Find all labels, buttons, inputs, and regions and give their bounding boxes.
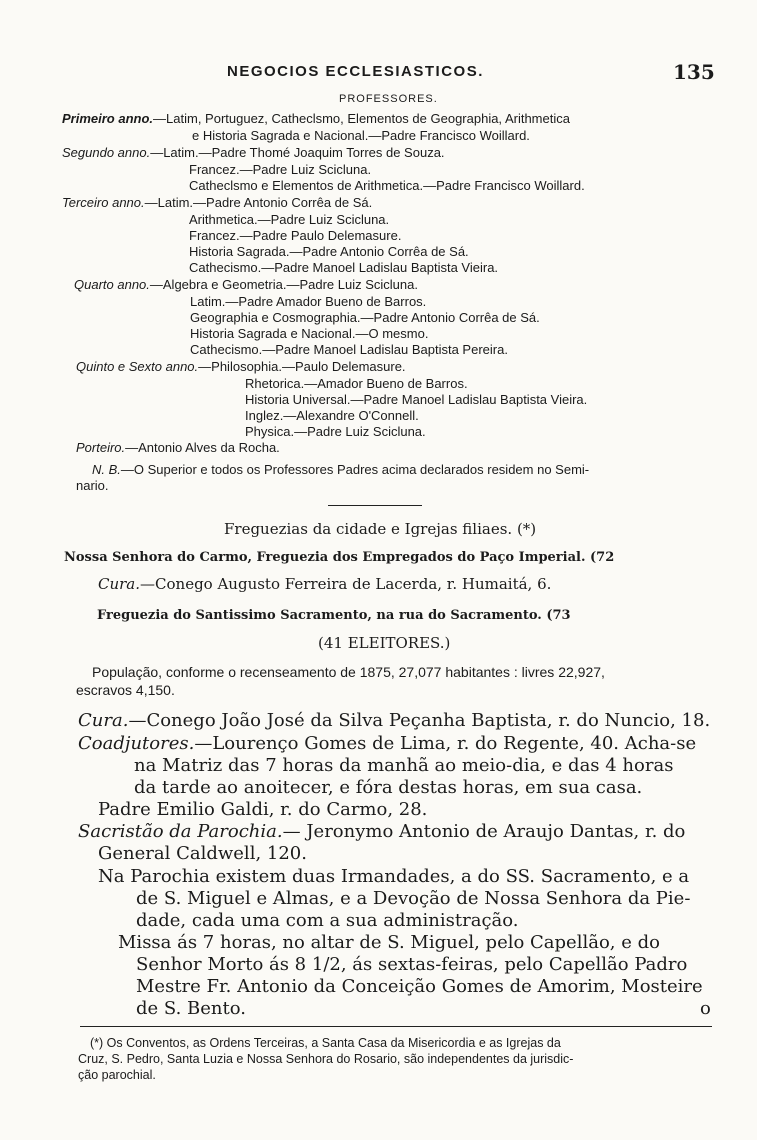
missa-line-1: Missa ás 7 horas, no altar de S. Miguel, pelo Capellão, e do: [118, 932, 660, 953]
running-header: NEGOCIOS ECCLESIASTICOS.: [227, 63, 484, 80]
year-5-line-2: Rhetorica.—Amador Bueno de Barros.: [245, 376, 468, 391]
year-label: Terceiro anno.: [62, 195, 145, 210]
sacramento-title: Freguezia do Santissimo Sacramento, na rua do Sacramento.: [97, 608, 542, 623]
year-text: —Latim.—Padre Antonio Corrêa de Sá.: [144, 195, 373, 210]
year-entry-5: [76, 360, 406, 373]
coadjutores-line-2: na Matriz das 7 horas da manhã ao meio-dia, e das 4 horas: [134, 755, 674, 776]
nb-text: —O Superior e todos os Professores Padres acima declarados residem no Semi-: [120, 462, 590, 477]
year-entry-1: [62, 112, 570, 125]
porteiro-label: Porteiro.: [76, 440, 126, 455]
footnote-line-3: ção parochial.: [78, 1068, 156, 1082]
nb-label: N. B.: [92, 462, 121, 477]
footnote-line-2: Cruz, S. Pedro, Santa Luzia e Nossa Senhora do Rosario, são independentes da jurisdic-: [78, 1052, 574, 1066]
missa-line-2: Senhor Morto ás 8 1/2, ás sextas-feiras, pelo Capellão Padro: [136, 954, 688, 975]
year-entry-4: [74, 278, 418, 291]
coadjutores-line-3: da tarde ao anoitecer, e fóra destas horas, em sua casa.: [134, 777, 643, 798]
cura-label: Cura.: [78, 710, 129, 731]
section-divider: [328, 505, 422, 506]
irmandades-line-3: dade, cada uma com a sua administração.: [136, 910, 519, 931]
year-1-line-2: e Historia Sagrada e Nacional.—Padre Francisco Woillard.: [192, 128, 530, 143]
cura-text: —Conego João José da Silva Peçanha Baptista, r. do Nuncio, 18.: [128, 710, 711, 731]
carmo-ref: (72: [590, 550, 615, 565]
carmo-title: Nossa Senhora do Carmo, Freguezia dos Empregados do Paço Imperial.: [64, 550, 586, 565]
year-4-line-4: Historia Sagrada e Nacional.—O mesmo.: [190, 326, 429, 341]
year-entry-2: [62, 146, 445, 159]
year-text: —Philosophia.—Paulo Delemasure.: [198, 359, 406, 374]
sacristao-text: — Jeronymo Antonio de Araujo Dantas, r. do: [282, 821, 686, 842]
nota-bene: [92, 463, 589, 476]
padre-line: Padre Emilio Galdi, r. do Carmo, 28.: [98, 799, 428, 820]
year-3-line-3: Francez.—Padre Paulo Delemasure.: [189, 228, 402, 243]
carmo-title-line: [64, 551, 614, 564]
sacristao-label: Sacristão da Parochia.: [78, 821, 283, 842]
year-3-line-2: Arithmetica.—Padre Luiz Scicluna.: [189, 212, 390, 227]
sacramento-ref: (73: [546, 608, 571, 623]
porteiro-text: —Antonio Alves da Rocha.: [125, 440, 280, 455]
year-3-line-4: Historia Sagrada.—Padre Antonio Corrêa de Sá.: [189, 244, 469, 259]
freguezias-heading: Freguezias da cidade e Igrejas filiaes. (*): [224, 520, 537, 538]
cura-text: —Conego Augusto Ferreira de Lacerda, r. Humaitá, 6.: [140, 575, 552, 593]
sacramento-cura: [78, 712, 710, 730]
eleitores: (41 ELEITORES.): [318, 634, 451, 652]
year-label: Quinto e Sexto anno.: [76, 359, 199, 374]
footnote-divider: [80, 1026, 712, 1027]
year-5-line-4: Inglez.—Alexandre O'Connell.: [245, 408, 419, 423]
year-2-line-2: Francez.—Padre Luiz Scicluna.: [189, 162, 372, 177]
year-text: —Algebra e Geometria.—Padre Luiz Scicluna.: [149, 277, 418, 292]
irmandades-line-1: Na Parochia existem duas Irmandades, a do SS. Sacramento, e a: [98, 866, 690, 887]
year-2-line-3: Catheclsmo e Elementos de Arithmetica.—Padre Francisco Woillard.: [189, 178, 585, 193]
year-entry-3: [62, 196, 372, 209]
coadjutores: [78, 735, 696, 753]
nb-line-2: nario.: [76, 478, 109, 493]
year-text: —Latim.—Padre Thomé Joaquim Torres de Souza.: [150, 145, 445, 160]
year-label: Segundo anno.: [62, 145, 151, 160]
page-number: 135: [673, 60, 715, 84]
year-label: Quarto anno.: [74, 277, 150, 292]
year-4-line-3: Geographia e Cosmographia.—Padre Antonio Corrêa de Sá.: [190, 310, 540, 325]
sacristao: [78, 823, 685, 841]
year-5-line-5: Physica.—Padre Luiz Scicluna.: [245, 424, 426, 439]
year-3-line-5: Cathecismo.—Padre Manoel Ladislau Baptista Vieira.: [189, 260, 499, 275]
year-4-line-2: Latim.—Padre Amador Bueno de Barros.: [190, 294, 427, 309]
year-5-line-3: Historia Universal.—Padre Manoel Ladislau Baptista Vieira.: [245, 392, 588, 407]
coadjutores-label: Coadjutores.: [78, 733, 195, 754]
sacristao-line-2: General Caldwell, 120.: [98, 843, 307, 864]
populacao-line-1: População, conforme o recenseamento de 1875, 27,077 habitantes : livres 22,927,: [92, 664, 605, 680]
year-4-line-5: Cathecismo.—Padre Manoel Ladislau Baptista Pereira.: [190, 342, 508, 357]
populacao-line-2: escravos 4,150.: [76, 682, 175, 698]
coadjutores-text: —Lourenço Gomes de Lima, r. do Regente, 40. Acha-se: [194, 733, 697, 754]
missa-line-3: Mestre Fr. Antonio da Conceição Gomes de Amorim, Mosteire: [136, 976, 703, 997]
year-text: —Latim, Portuguez, Catheclsmo, Elementos de Geographia, Arithmetica: [153, 111, 570, 126]
footnote-line-1: (*) Os Conventos, as Ordens Terceiras, a Santa Casa da Misericordia e as Igrejas da: [90, 1036, 561, 1050]
cura-label: Cura.: [98, 575, 141, 593]
year-label: Primeiro anno.: [62, 111, 154, 126]
professores-heading: PROFESSORES.: [339, 93, 438, 105]
missa-line-4: de S. Bento.: [136, 998, 246, 1019]
carmo-cura: [98, 577, 551, 592]
sacramento-title-line: [97, 609, 571, 622]
end-mark: o: [700, 998, 711, 1019]
irmandades-line-2: de S. Miguel e Almas, e a Devoção de Nossa Senhora da Pie-: [136, 888, 691, 909]
porteiro-entry: [76, 441, 280, 454]
